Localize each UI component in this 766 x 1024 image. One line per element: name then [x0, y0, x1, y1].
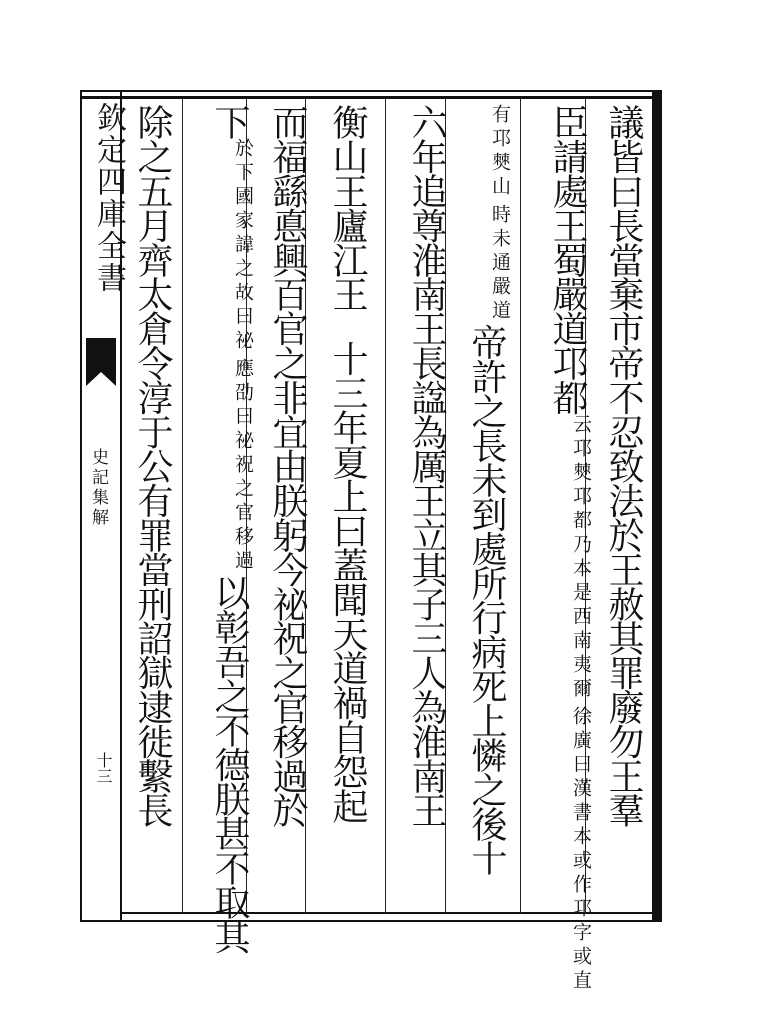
commentary-note	[490, 104, 510, 300]
text-column-1	[599, 104, 647, 904]
fishtail-mark	[86, 338, 116, 372]
book-name: 史記集解	[88, 448, 108, 528]
main-text: 十三年夏上曰蓋聞天道禍自怨起	[327, 340, 368, 823]
main-text: 臣請處王蜀嚴道邛都	[547, 104, 588, 414]
text-column-8	[128, 104, 176, 904]
text-column-6	[263, 104, 311, 904]
main-text: 議皆曰長當棄市帝不忍致法於王赦其罪廢勿王羣	[603, 104, 644, 827]
note-line-right: 應劭曰祕祝之官移過	[232, 358, 254, 575]
text-column-4	[402, 104, 450, 904]
column-rule	[182, 99, 183, 914]
main-text: 以彰吾之不德朕甚不取其	[209, 574, 250, 953]
text-column-3	[462, 104, 510, 904]
main-text: 除之五月齊太倉令淳于公有罪當刑詔獄逮徙繫長	[132, 104, 173, 827]
note-line-left: 云邛僰邛都乃本是西南夷爾	[570, 413, 592, 702]
note-line-left: 於下國家諱之故曰祕	[232, 138, 254, 355]
main-text: 衡山王廬江王	[327, 104, 368, 311]
commentary-note	[571, 414, 591, 994]
main-text: 帝許之長未到處所行病死上憐之後十	[466, 324, 507, 875]
text-column-7	[205, 104, 254, 953]
top-rule	[80, 96, 662, 99]
page-number: 十三	[94, 752, 113, 784]
text-column-5	[323, 104, 371, 904]
column-rule	[385, 99, 386, 914]
commentary-note	[233, 138, 253, 574]
main-text: 而福繇悳興百官之非宜由朕躬今祕祝之官移過於	[267, 104, 308, 827]
note-line-right: 徐廣曰漢書本或作邛字或直	[570, 705, 592, 994]
main-text: 六年追尊淮南王長諡為厲王立其子三人為淮南王	[406, 104, 447, 827]
note-line-left: 有邛僰山	[489, 104, 511, 200]
column-rule	[520, 99, 521, 914]
note-line-right: 時未通嚴	[489, 204, 511, 300]
text-column-2	[543, 104, 592, 994]
main-text: 下	[209, 104, 250, 139]
commentary-note-tail	[490, 300, 510, 324]
right-thick-border	[652, 90, 660, 922]
library-title: 欽定四庫全書	[91, 102, 126, 294]
note-tail: 道	[489, 300, 511, 324]
